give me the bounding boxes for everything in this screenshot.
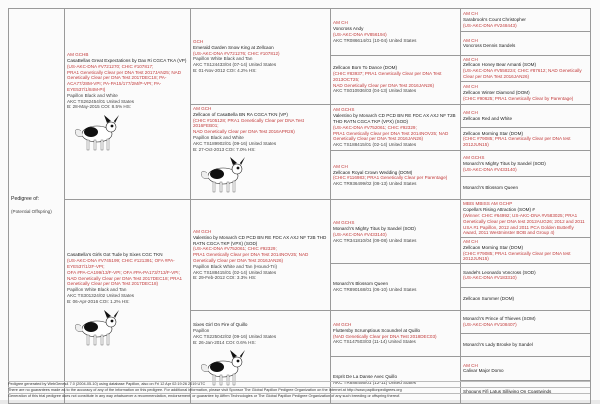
dog-registry: (US-AKC-DNA #V248443) <box>463 23 517 29</box>
dog-title: AM CH <box>463 37 478 43</box>
dog-name[interactable]: Sixes Girl On Fire of Quillo <box>193 322 248 328</box>
dog-name[interactable]: Zellcaon Red and White <box>463 116 513 122</box>
dog-registration: AKC TS124433/04 (07-14) United States <box>193 62 277 68</box>
dog-registry: (US-AKC-DNA #V558224; CHIC #87612; NAD Genetically Clear per DNA Test 2016JAN26) <box>463 68 582 79</box>
offspring-cell <box>9 9 65 404</box>
dog-description: Papillon White Black and Tan <box>193 56 253 62</box>
dog-registration: AKC TS262454/01 United States <box>67 98 135 104</box>
dog-registry: (CHIC #83937; PRA1 Genetically Clear per DNA Test 2013OCT25; <box>333 71 442 82</box>
great-great-grandparent-cell <box>461 264 591 287</box>
potential-offspring-note: (Potential Offspring) <box>11 208 52 214</box>
dog-name[interactable]: Valentino by Monarch CD PCD BN RE FDC AX AXJ NF T2B THD RATN CGCA TKP (VPX) (SOD) <box>193 234 327 246</box>
dog-registry: (US-AKC-DNA #V433140) <box>333 231 387 237</box>
great-great-grandparent-cell <box>461 104 591 127</box>
dog-birth-coi: B: 01-Nov-2012 COI: 4.2% HS: <box>193 68 257 74</box>
great-great-grandparent-cell <box>461 310 591 333</box>
dog-title: AM CH <box>463 56 478 62</box>
dog-name[interactable]: Monarch's Mighty Titus by Sandel (SOD) <box>333 226 416 231</box>
grandparent-cell <box>191 104 331 199</box>
dog-name[interactable]: Zellcaon Honey Bear Amanti (SOM) <box>463 62 537 68</box>
dog-description: Papillon Black White and Tan (Hound-Tri) <box>193 263 278 269</box>
sire-dam-cell <box>65 9 191 200</box>
dog-name[interactable]: Valentino by Monarch CD PCD BN RE FDC AX AXJ NF T2B THD RATN CGCA TKP (VPX) (SOD) <box>333 113 456 124</box>
dog-registry: (CHIC #105128; PRA1 Genetically Clear per DNA Test 2016FEB01; <box>193 117 304 129</box>
dog-registry: (US-AKC-DNA #V721276; CHIC #107812) <box>193 50 280 56</box>
dog-registry: (US-AKC-DNA #V108407) <box>463 321 517 327</box>
dog-photo <box>67 307 127 349</box>
dog-name[interactable]: Emerald Garden Snow King at Zellcaon <box>193 44 274 50</box>
dog-registration: AKC TS189902/01 (09-16) United States <box>193 140 277 146</box>
great-grandparent-cell <box>331 55 461 104</box>
footer-disclaimer: There are no guarantees made as to the accuracy of any of the information on this pedigree. For additional information, please visit Sponsor The Global Papillon Pedigree Organization on the Internet at http://www.papillonpedigrees.org <box>8 387 590 393</box>
dog-name[interactable]: Zellcaon Royal Crown Wedding (DOM) <box>333 169 413 175</box>
great-great-grandparent-cell <box>461 55 591 81</box>
great-great-grandparent-cell <box>461 357 591 380</box>
dog-registry: (US-AKC-DNA #V752061; CHIC #92329; <box>193 246 277 252</box>
dog-title: AM GCHS <box>333 220 355 226</box>
dog-title: MBIS MBISS AM GCHP <box>463 201 513 207</box>
dog-registration: AKC TS301324/02 United States <box>67 293 135 299</box>
dog-name[interactable]: Copella's Rising Attraction (SOM) # <box>463 207 535 213</box>
dog-registry: (CHIC #90625; PRA1 Genetically Clear by Parentage) <box>463 95 574 101</box>
dog-name[interactable]: Sandel's Leonardo Voncross (SOD) <box>463 269 536 275</box>
dog-registration: AKC TS225042/02 (09-16) United States <box>193 333 277 339</box>
dog-name[interactable]: Monarch's Mighty Titus by Sandel (SOD) <box>463 160 546 166</box>
dog-name[interactable]: Zellcaon of CasaBella BN RA CGCA TKN (VP) <box>193 111 288 117</box>
dog-name[interactable]: Fluttersby Scrumptious Scoundrel at Quillo <box>333 327 421 333</box>
dog-name[interactable]: CasaBellas Great Expectations by Dax Ri CGCA TKA (VP) <box>67 57 187 63</box>
dog-health: OFA #PA-CA199/13/F-VPI; OFA #PA-PA173/713/F-VPI; NAD Genetically Clear per DNA Test 2017DEC18; PRA1 Genetically Clear per DNA Test 2017DEC18) <box>67 269 183 287</box>
dog-name[interactable]: Shoguns Fifi Latus Silliwing On Coastwinds <box>463 388 552 394</box>
dog-birth-coi: B: 29-Feb-2012 COI: 3.3% HS: <box>193 275 257 281</box>
dog-title: AM GCH <box>193 228 212 234</box>
dog-registry: (US-AKC-DNA #V433140) <box>463 166 517 172</box>
dog-health: PRA1 Genetically Clear per DNA Test 2017JAN25; NAD Genetically Clear per DNA Test 2017DEC18; PA-ACA77/28M-VPI; PA-PA15/177/2M/P-VPI; PA-EYE537/1/84M-PI) <box>67 69 182 92</box>
dog-health: PRA1 Genetically Clear per DNA Test 2014NOV25; NAD Genetically Clear per DNA Test 2016JAN26) <box>193 252 309 263</box>
dog-registry: (US-AKC-DNA #V856194) <box>333 31 387 37</box>
great-great-grandparent-cell <box>461 32 591 55</box>
dog-name[interactable]: Zellcaon Summer (DOM) <box>463 295 515 301</box>
dog-title: AM CH <box>333 20 348 26</box>
grandparent-cell <box>191 9 331 105</box>
dog-title: GCH <box>193 39 204 45</box>
great-great-grandparent-cell <box>461 334 591 357</box>
great-great-grandparent-cell <box>461 287 591 310</box>
dog-health: NAD Genetically Clear per DNA Test 2016APR26) <box>193 129 295 135</box>
dog-registration: AKC TR890168/01 (06-10) United States <box>333 287 417 293</box>
dog-name[interactable]: Zellcaon Morning Star (DOM) <box>463 244 523 250</box>
dog-registry: (Winner: CHIC #64992; US-AKC-DNA #V583025; PRA1 Genetically Clear per DNA test 2012AUG26; 2012 and 2011 USA #1 Papillon, 2012 and 2011 PCA Golden Butterfly Award, 2011 Westminster BOB and Group 4) <box>463 212 585 236</box>
dog-name[interactable]: Monarch's Prince of Thieves (SOM) <box>463 316 536 322</box>
dog-photo <box>67 112 127 154</box>
dog-title: AM CH <box>463 84 478 90</box>
dog-registration: AKC TR936499/02 (08-13) United States <box>333 181 417 187</box>
dog-health: NAD Genetically Clear per DNA Test 2016JAN26) <box>333 82 435 88</box>
dog-registry: (US-AKC-DNA #V752061; CHIC #92329; <box>333 124 417 130</box>
footer-generated: Pedigree generated by WebGenes4 7.0 (2004-05-10) using database Papillon, also on Fri 12 Apr 02:19:26 2019 UTC <box>8 381 590 387</box>
footer-notice: Generation of this trial pedigree does not constitute in any way whatsoever a recommendation, endorsement, or guarantee by Affirm Technologies or The Global Papillon Pedigree Organization of any such breeding or offspring thereof. <box>8 393 590 399</box>
dog-name[interactable]: Zellcaon Winter Diamond (DOM) <box>463 89 530 95</box>
dog-name[interactable]: Sarabrook's Count Christopher <box>463 17 526 23</box>
dog-name[interactable]: Zellcaon Morning Star (DOM) <box>463 130 523 136</box>
dog-description: Papillon Black and White <box>193 134 244 140</box>
dog-title: AM CH <box>463 362 478 368</box>
dog-registry: (CHIC #79085; PRA1 Genetically Clear per DNA test 2012JUN15) <box>463 136 571 148</box>
footer <box>8 381 590 398</box>
great-great-grandparent-cell <box>461 200 591 238</box>
dog-description: Papillon <box>193 327 210 333</box>
great-great-grandparent-cell <box>461 151 591 177</box>
grandparent-cell <box>191 200 331 310</box>
dog-registry: (US-AKC-DNA #V745199; CHIC #121391; OFA #PA-EYE537/1/2F-VPI; <box>67 258 175 270</box>
dog-registry: (US-AKC-DNA #V183310) <box>463 275 517 281</box>
dog-title: AM CH <box>463 239 478 245</box>
dog-registry: (CHIC #116983; PRA1 Genetically Clear per Parentage) <box>333 175 448 181</box>
pedigree-table <box>8 8 591 404</box>
dog-registration: AKC TS188415/01 (02-14) United States <box>333 142 417 148</box>
dog-birth-coi: B: 26-Jan-2014 COI: 0.6% HS: <box>193 339 256 345</box>
dog-name[interactable]: Monarch's Lady Brooke by Sandel <box>463 342 533 348</box>
sire-dam-cell <box>65 200 191 403</box>
great-grandparent-cell <box>331 310 461 357</box>
dog-name[interactable]: Voncross Andy <box>333 25 364 31</box>
dog-registration: AKC TS147503/03 (11-14) United States <box>333 339 416 345</box>
dog-title: AM GCH <box>193 105 212 111</box>
great-great-grandparent-cell <box>461 238 591 264</box>
great-great-grandparent-cell <box>461 177 591 200</box>
dog-registry: (CHIC #79085; PRA1 Genetically Clear per DNA test 2012JUN15) <box>463 250 571 262</box>
dog-name[interactable]: CasaBella's Girls Got Tude by Sixes CGC TKN <box>67 252 163 258</box>
dog-title: AM GCHS <box>463 155 485 161</box>
dog-name[interactable]: Esprit De La Danse Avec Quillo <box>333 374 398 380</box>
great-grandparent-cell <box>331 151 461 200</box>
dog-title: AM CH <box>463 110 478 116</box>
great-great-grandparent-cell <box>461 9 591 32</box>
dog-birth-coi: B: 27-Oct-2013 COI: 7.0% HS: <box>193 146 256 152</box>
great-great-grandparent-cell <box>461 128 591 151</box>
dog-registration: AKC TS188415/01 (02-14) United States <box>193 269 277 275</box>
dog-title: AM CH <box>333 163 348 169</box>
dog-name[interactable]: Monarch's Blossom Queen <box>333 281 389 287</box>
dog-registration: AKC TR086614/01 (10-04) United States <box>333 37 417 43</box>
dog-name[interactable]: Calivar Major Domo <box>463 368 504 374</box>
dog-name[interactable]: Voncross Dennis Sandels <box>463 43 516 49</box>
dog-photo <box>193 154 253 196</box>
great-grandparent-cell <box>331 264 461 311</box>
dog-registration: AKC TR888456/01 (12-11) United States <box>333 380 417 386</box>
great-great-grandparent-cell <box>461 81 591 104</box>
dog-registry: (US-AKC-DNA #V721270; CHIC #107817; <box>67 63 154 69</box>
dog-registration: AKC TS010936/03 (04-13) United States <box>333 88 417 94</box>
dog-name[interactable]: Monarch's Blossom Queen <box>463 185 519 191</box>
pedigree-of-label: Pedigree of: <box>11 196 39 203</box>
dog-title: AM CH <box>463 11 478 17</box>
dog-title: AM GCH <box>333 321 352 327</box>
dog-title: AM GCHB <box>67 52 89 58</box>
great-grandparent-cell <box>331 200 461 264</box>
pedigree-row <box>9 9 591 32</box>
great-grandparent-cell <box>331 9 461 56</box>
dog-description: Papillon Black and White <box>67 92 118 98</box>
dog-description: Papillon White Black and Tan <box>67 287 127 293</box>
dog-registry: (NAD Genetically Clear per DNA Test 2018DEC03) <box>333 333 437 339</box>
pedigree-row <box>9 200 591 238</box>
dog-health: PRA1 Genetically Clear per DNA Test 2014NOV25; NAD Genetically Clear per DNA Test 2016JAN26) <box>333 130 449 142</box>
dog-birth-coi: B: 06-Apr-2016 COI: 1.2% HS: <box>67 298 130 304</box>
great-grandparent-cell <box>331 104 461 151</box>
dog-title: AM GCHS <box>333 107 355 113</box>
dog-name[interactable]: Zellcaon Born To Dance (DOM) <box>333 65 397 71</box>
dog-registration: AKC TR341810/04 (09-08) United States <box>333 237 417 243</box>
dog-birth-coi: B: 28-May-2015 COI: 8.5% HS: <box>67 104 132 110</box>
